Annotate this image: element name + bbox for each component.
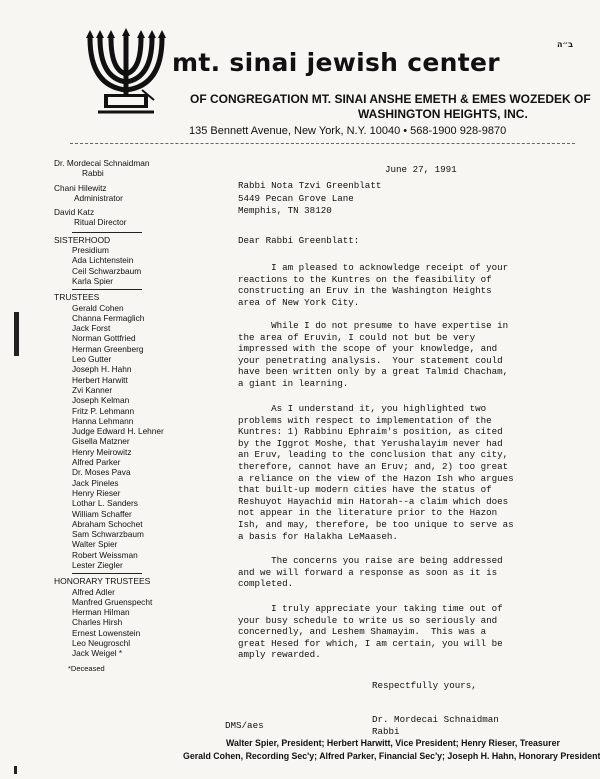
- member-name: William Schaffer: [72, 508, 132, 519]
- member-name: Zvi Kanner: [72, 384, 113, 395]
- paragraph-5: [238, 603, 583, 661]
- member-name: Sam Schwarzbaum: [72, 529, 144, 540]
- paragraph-line: your penetrating analysis. Your statement could: [238, 354, 503, 366]
- member-name: Ceil Schwarzbaum: [72, 265, 142, 276]
- section-heading-trustees: TRUSTEES: [54, 292, 100, 303]
- official-title: Rabbi: [82, 168, 104, 179]
- paragraph-line: problems with respect to implementation of the: [238, 414, 492, 426]
- signature-name: Dr. Mordecai Schnaidman: [372, 714, 499, 725]
- section-divider: [72, 573, 142, 574]
- official-rabbi: [54, 158, 224, 179]
- paragraph-line: I truly appreciate your taking time out of: [238, 603, 503, 614]
- member-name: Fritz P. Lehmann: [72, 405, 135, 416]
- paragraph-line: that built-up modern cities have the status of: [238, 484, 492, 496]
- org-address: 135 Bennett Avenue, New York, N.Y. 10040 • 568-1900 928-9870: [189, 125, 507, 137]
- paragraph-line: Ish, and may, therefore, be too unique to serve as: [238, 518, 514, 530]
- menorah-logo-icon: [80, 28, 172, 116]
- signature-title: Rabbi: [372, 726, 400, 737]
- org-name: mt. sinai jewish center: [172, 48, 500, 77]
- member-name: Walter Spier: [72, 539, 118, 550]
- paragraph-line: impressed with the scope of your knowledge, and: [238, 343, 498, 355]
- letterhead-divider: [70, 143, 575, 144]
- member-name: Hanna Lehmann: [72, 415, 134, 426]
- official-name: David Katz: [54, 207, 95, 218]
- scan-artifact: [14, 766, 17, 774]
- typist-initials: DMS/aes: [225, 720, 264, 731]
- paragraph-line: While I do not presume to have expertise in: [238, 320, 509, 331]
- paragraph-line: The concerns you raise are being addressed: [238, 555, 503, 566]
- member-name: Joseph Kelman: [72, 395, 130, 406]
- paragraph-line: As I understand it, you highlighted two: [238, 403, 487, 414]
- official-title: Administrator: [74, 192, 123, 203]
- paragraph-line: not appear in the literature prior to the Hazon: [238, 507, 498, 519]
- paragraph-line: and we will forward a response as soon as it is: [238, 566, 498, 578]
- official-title: Ritual Director: [74, 217, 127, 228]
- sisterhood-list: [54, 245, 224, 286]
- sidebar-roster: [54, 158, 224, 674]
- scan-artifact: [14, 312, 19, 356]
- paragraph-line: area of New York City.: [238, 296, 360, 308]
- org-subtitle-line1: OF CONGREGATION MT. SINAI ANSHE EMETH & EMES WOZEDEK OF: [190, 92, 591, 106]
- paragraph-line: completed.: [238, 578, 294, 590]
- member-name: Charles Hirsh: [72, 617, 123, 628]
- member-name: Herbert Harwitt: [72, 374, 128, 385]
- paragraph-line: a basis for Halakha LeMaaseh.: [238, 530, 398, 542]
- member-name: Lothar L. Sanders: [72, 498, 138, 509]
- member-name: Channa Fermaglich: [72, 312, 145, 323]
- paragraph-1: [238, 262, 583, 308]
- member-name: Jack Forst: [72, 323, 111, 334]
- section-divider: [72, 289, 142, 290]
- recipient-line: Memphis, TN 38120: [238, 205, 332, 216]
- official-name: Dr. Mordecai Schnaidman: [54, 158, 150, 168]
- paragraph-line: therefore, cannot have an Eruv; and, 2) too great: [238, 460, 509, 472]
- deceased-note: *Deceased: [68, 663, 105, 673]
- official-name: Chani Hilewitz: [54, 182, 107, 193]
- member-name: Jack Pineles: [72, 477, 119, 488]
- member-name: Henry Rieser: [72, 487, 121, 498]
- member-name: Ada Lichtenstein: [72, 255, 134, 266]
- paragraph-line: Reshuyot Hayachid min Hatorah--a claim which does: [238, 495, 509, 507]
- footer-officers-line1: Walter Spier, President; Herbert Harwitt, Vice President; Henry Rieser, Treasurer: [226, 738, 560, 748]
- member-name: Herman Greenberg: [72, 343, 144, 354]
- paragraph-line: have been written only by a great Talmid Chacham,: [238, 366, 509, 378]
- honorary-trustees-list: [54, 587, 224, 659]
- section-heading-sisterhood: SISTERHOOD: [54, 234, 111, 245]
- paragraph-line: by the Iggrot Moshe, that Yerushalayim never had: [238, 437, 503, 449]
- closing: Respectfully yours,: [372, 680, 477, 691]
- member-name: Manfred Gruenspecht: [72, 596, 153, 607]
- section-divider: [72, 232, 142, 233]
- paragraph-line: a reliance on the view of the Hazon Ish who argues: [238, 472, 514, 484]
- member-name: Leo Neugroschl: [72, 638, 131, 649]
- member-name: Ernest Lowenstein: [72, 627, 141, 638]
- letter-date: June 27, 1991: [385, 164, 457, 175]
- paragraph-line: great Hesed for which, I am certain, you will be: [238, 637, 503, 649]
- member-name: Leo Gutter: [72, 354, 112, 365]
- member-name: Jack Weigel *: [72, 648, 123, 659]
- member-name: Karla Spier: [72, 275, 114, 286]
- official-ritual-director: [54, 207, 224, 228]
- member-name: Judge Edward H. Lehner: [72, 426, 164, 437]
- paragraph-line: your busy schedule to write us so seriously and: [238, 614, 498, 626]
- footer-officers-line2: Gerald Cohen, Recording Sec'y; Alfred Parker, Financial Sec'y; Joseph H. Hahn, Honorary President: [183, 751, 600, 761]
- trustees-list: [54, 303, 224, 571]
- member-name: Alfred Parker: [72, 457, 121, 468]
- member-name: Gerald Cohen: [72, 302, 124, 313]
- paragraph-line: concernedly, and Leshem Shamayim. This was a: [238, 626, 487, 638]
- paragraph-line: I am pleased to acknowledge receipt of your: [238, 262, 509, 273]
- member-name: Alfred Adler: [72, 586, 115, 597]
- recipient-line: 5449 Pecan Grove Lane: [238, 192, 354, 204]
- section-heading-honorary-trustees: HONORARY TRUSTEES: [54, 576, 151, 587]
- paragraph-line: an Eruv, leading to the conclusion that any city,: [238, 449, 509, 461]
- recipient-address: [238, 180, 381, 218]
- paragraph-4: [238, 555, 583, 590]
- recipient-line: Rabbi Nota Tzvi Greenblatt: [238, 180, 382, 191]
- paragraph-line: the area of Eruvin, I could not but be very: [238, 331, 476, 343]
- member-name: Presidium: [72, 245, 109, 256]
- salutation: Dear Rabbi Greenblatt:: [238, 235, 360, 246]
- member-name: Norman Gottfried: [72, 333, 136, 344]
- paragraph-line: Kuntres: 1) Rabbinu Ephraim's position, as cited: [238, 426, 503, 438]
- official-administrator: [54, 183, 224, 204]
- hebrew-mark: ב״ה: [557, 40, 574, 49]
- paragraph-2: [238, 320, 583, 390]
- member-name: Dr. Moses Pava: [72, 467, 131, 478]
- member-name: Robert Weissman: [72, 549, 138, 560]
- paragraph-line: a giant in learning.: [238, 377, 349, 389]
- paragraph-3: [238, 403, 583, 542]
- member-name: Gisella Matzner: [72, 436, 130, 447]
- paragraph-line: constructing an Eruv in the Washington Heights: [238, 285, 492, 297]
- paragraph-line: reactions to the Kuntres on the feasibility of: [238, 273, 492, 285]
- member-name: Herman Hilman: [72, 607, 130, 618]
- org-subtitle-line2: WASHINGTON HEIGHTS, INC.: [358, 107, 528, 121]
- member-name: Henry Meirowitz: [72, 446, 132, 457]
- member-name: Lester Ziegler: [72, 559, 123, 570]
- member-name: Abraham Schochet: [72, 518, 143, 529]
- member-name: Joseph H. Hahn: [72, 364, 132, 375]
- paragraph-line: amply rewarded.: [238, 649, 321, 661]
